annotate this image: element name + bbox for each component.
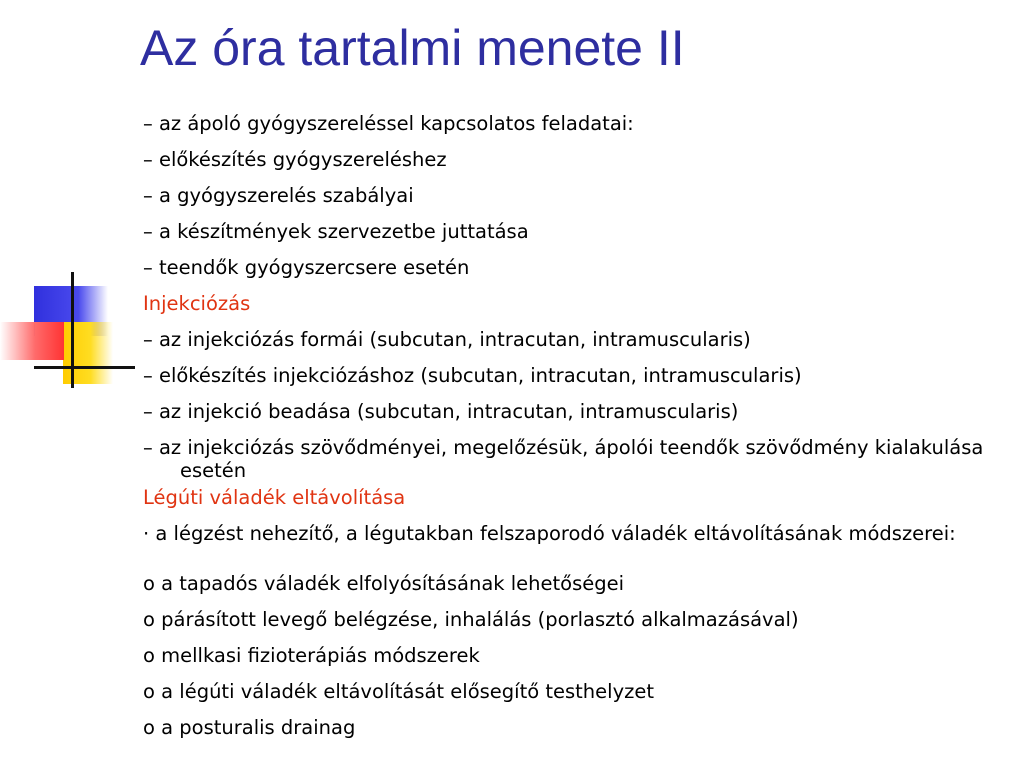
- content-line: – teendők gyógyszercsere esetén: [143, 256, 470, 279]
- content-line: – a gyógyszerelés szabályai: [143, 184, 414, 207]
- slide-content: [143, 112, 1003, 752]
- content-line: – az injekciózás szövődményei, megelőzésük, ápolói teendők szövődmény kialakulása esetén: [143, 436, 984, 482]
- section-heading-injekciozas: Injekciózás: [143, 292, 251, 315]
- content-line: o a légúti váladék eltávolítását elősegítő testhelyzet: [143, 680, 654, 703]
- content-line: – előkészítés gyógyszereléshez: [143, 148, 447, 171]
- content-line: – az injekció beadása (subcutan, intracutan, intramuscularis): [143, 400, 739, 423]
- horizontal-rule: [34, 366, 135, 369]
- content-line: – az ápoló gyógyszereléssel kapcsolatos feladatai:: [143, 112, 634, 135]
- content-line: · a légzést nehezítő, a légutakban felszaporodó váladék eltávolításának módszerei:: [143, 522, 956, 545]
- content-line: o a tapadós váladék elfolyósításának lehetőségei: [143, 572, 625, 595]
- content-line: o mellkasi fizioterápiás módszerek: [143, 644, 480, 667]
- content-line: o párásított levegő belégzése, inhalálás (porlasztó alkalmazásával): [143, 608, 799, 631]
- content-line: – a készítmények szervezetbe juttatása: [143, 220, 529, 243]
- red-block: [0, 322, 64, 360]
- content-line: o a posturalis drainag: [143, 716, 356, 739]
- content-line: – az injekciózás formái (subcutan, intracutan, intramuscularis): [143, 328, 751, 351]
- decorative-color-blocks: [0, 270, 135, 390]
- section-heading-leguti-valadek: Légúti váladék eltávolítása: [143, 486, 406, 509]
- content-line: – előkészítés injekciózáshoz (subcutan, intracutan, intramuscularis): [143, 364, 802, 387]
- slide-title: Az óra tartalmi menete II: [140, 20, 685, 76]
- vertical-rule: [71, 272, 74, 388]
